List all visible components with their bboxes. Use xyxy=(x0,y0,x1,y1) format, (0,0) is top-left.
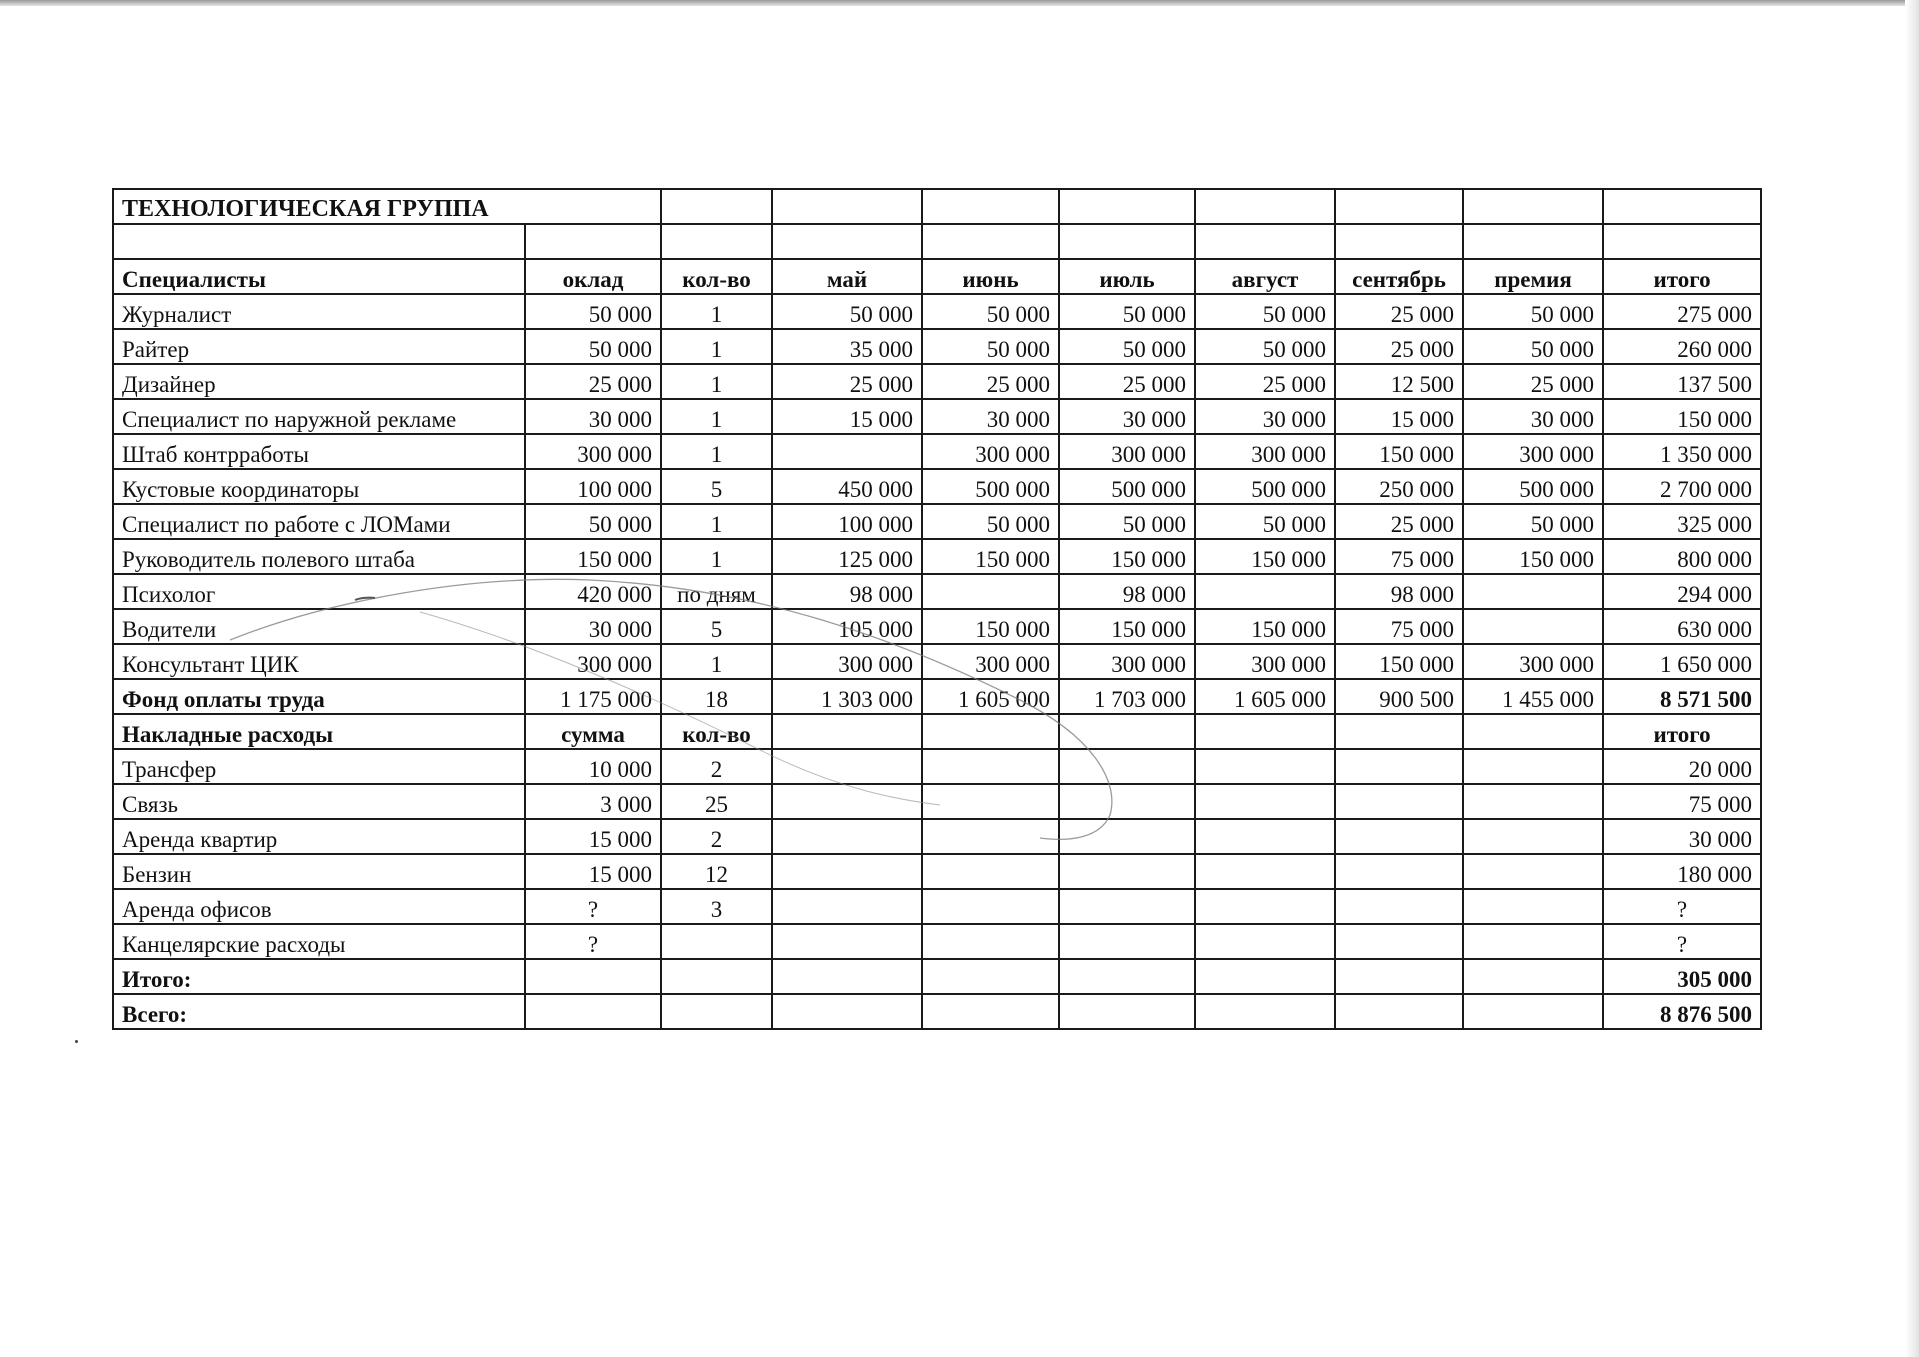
table-cell: 100 000 xyxy=(525,469,661,504)
table-cell: 25 000 xyxy=(922,364,1059,399)
table-cell: 75 000 xyxy=(1603,784,1761,819)
table-cell: 98 000 xyxy=(1059,574,1195,609)
table-cell: 180 000 xyxy=(1603,854,1761,889)
table-cell: 50 000 xyxy=(1463,329,1603,364)
table-cell: 25 000 xyxy=(525,364,661,399)
row-label: Руководитель полевого штаба xyxy=(113,539,525,574)
empty-cell xyxy=(772,994,922,1029)
column-header: июль xyxy=(1059,259,1195,294)
fund-cell: 1 455 000 xyxy=(1463,679,1603,714)
table-cell: 30 000 xyxy=(1195,399,1335,434)
table-cell: 98 000 xyxy=(772,574,922,609)
table-cell: 105 000 xyxy=(772,609,922,644)
table-cell: 30 000 xyxy=(1603,819,1761,854)
column-header: май xyxy=(772,259,922,294)
table-row xyxy=(113,399,1761,434)
table-cell: 325 000 xyxy=(1603,504,1761,539)
row-label: Журналист xyxy=(113,294,525,329)
row-label: Специалист по работе с ЛОМами xyxy=(113,504,525,539)
row-label: Штаб контрработы xyxy=(113,434,525,469)
table-cell: 75 000 xyxy=(1335,539,1463,574)
table-row xyxy=(113,434,1761,469)
table-cell: 75 000 xyxy=(1335,609,1463,644)
overhead-row xyxy=(113,854,1761,889)
empty-cell xyxy=(922,714,1059,749)
table-cell: 300 000 xyxy=(1195,644,1335,679)
table-cell xyxy=(922,574,1059,609)
table-cell: 300 000 xyxy=(1463,644,1603,679)
table-cell: 50 000 xyxy=(525,294,661,329)
table-cell: 12 xyxy=(661,854,772,889)
table-cell: 25 000 xyxy=(1059,364,1195,399)
table-cell: 12 500 xyxy=(1335,364,1463,399)
table-row xyxy=(113,609,1761,644)
column-header: оклад xyxy=(525,259,661,294)
table-cell: 300 000 xyxy=(1059,644,1195,679)
table-cell: 50 000 xyxy=(1059,329,1195,364)
itogo-value: 305 000 xyxy=(1603,959,1761,994)
table-cell: 10 000 xyxy=(525,749,661,784)
table-cell: 25 000 xyxy=(1195,364,1335,399)
empty-cell xyxy=(772,924,922,959)
table-cell: 137 500 xyxy=(1603,364,1761,399)
budget-table xyxy=(112,188,1762,1030)
overhead-header-label: Накладные расходы xyxy=(113,714,525,749)
empty-cell xyxy=(1059,749,1195,784)
table-cell: 1 xyxy=(661,364,772,399)
table-cell: 25 000 xyxy=(772,364,922,399)
table-cell: 300 000 xyxy=(525,644,661,679)
empty-cell xyxy=(772,959,922,994)
table-cell: по дням xyxy=(661,574,772,609)
row-label: Трансфер xyxy=(113,749,525,784)
empty-cell xyxy=(922,889,1059,924)
table-cell: 1 xyxy=(661,644,772,679)
empty-cell xyxy=(661,994,772,1029)
table-row xyxy=(113,539,1761,574)
empty-cell xyxy=(1463,854,1603,889)
empty-cell xyxy=(772,854,922,889)
table-cell: 3 xyxy=(661,889,772,924)
row-label: Водители xyxy=(113,609,525,644)
table-row xyxy=(113,329,1761,364)
empty-cell xyxy=(1335,819,1463,854)
empty-cell xyxy=(1463,924,1603,959)
empty-cell xyxy=(772,889,922,924)
row-label: Консультант ЦИК xyxy=(113,644,525,679)
table-cell: 5 xyxy=(661,469,772,504)
empty-cell xyxy=(1195,924,1335,959)
table-cell: ? xyxy=(1603,889,1761,924)
table-cell: 1 xyxy=(661,329,772,364)
table-row xyxy=(113,644,1761,679)
overhead-row xyxy=(113,784,1761,819)
empty-cell xyxy=(1195,784,1335,819)
overhead-header-row xyxy=(113,714,1761,749)
table-cell: 15 000 xyxy=(525,854,661,889)
table-cell: 50 000 xyxy=(1195,294,1335,329)
empty-cell xyxy=(1335,924,1463,959)
table-row xyxy=(113,364,1761,399)
table-cell: 30 000 xyxy=(525,609,661,644)
column-header: итого xyxy=(1603,714,1761,749)
itogo-label: Итого: xyxy=(113,959,525,994)
table-cell: 1 xyxy=(661,294,772,329)
table-cell: 15 000 xyxy=(772,399,922,434)
table-cell: 50 000 xyxy=(1059,294,1195,329)
column-header: август xyxy=(1195,259,1335,294)
table-cell: 15 000 xyxy=(525,819,661,854)
table-cell: 30 000 xyxy=(1059,399,1195,434)
table-cell: 25 xyxy=(661,784,772,819)
table-cell: 300 000 xyxy=(1059,434,1195,469)
overhead-row xyxy=(113,889,1761,924)
empty-cell xyxy=(772,819,922,854)
column-header: премия xyxy=(1463,259,1603,294)
fund-label: Фонд оплаты труда xyxy=(113,679,525,714)
empty-cell xyxy=(1195,749,1335,784)
budget-table-body xyxy=(113,189,1761,1029)
table-cell: 25 000 xyxy=(1463,364,1603,399)
empty-cell xyxy=(922,819,1059,854)
table-cell: 1 xyxy=(661,539,772,574)
fund-cell: 900 500 xyxy=(1335,679,1463,714)
table-cell: 500 000 xyxy=(1463,469,1603,504)
table-cell: 300 000 xyxy=(772,644,922,679)
empty-cell xyxy=(1463,749,1603,784)
row-label: Бензин xyxy=(113,854,525,889)
vsego-value: 8 876 500 xyxy=(1603,994,1761,1029)
table-cell xyxy=(1463,574,1603,609)
table-cell: 294 000 xyxy=(1603,574,1761,609)
table-cell: 150 000 xyxy=(525,539,661,574)
scan-speck xyxy=(75,1040,78,1043)
table-cell xyxy=(1463,609,1603,644)
table-cell: 300 000 xyxy=(1463,434,1603,469)
empty-cell xyxy=(525,959,661,994)
table-cell: 150 000 xyxy=(1059,539,1195,574)
scan-shadow-right xyxy=(1905,0,1919,1357)
table-cell: 150 000 xyxy=(1463,539,1603,574)
table-cell: 35 000 xyxy=(772,329,922,364)
empty-cell xyxy=(1059,819,1195,854)
column-header: кол-во xyxy=(661,714,772,749)
table-cell: 50 000 xyxy=(1195,329,1335,364)
row-label: Райтер xyxy=(113,329,525,364)
title-row xyxy=(113,189,1761,224)
table-cell: 150 000 xyxy=(1335,434,1463,469)
table-cell: 2 xyxy=(661,819,772,854)
column-header: Специалисты xyxy=(113,259,525,294)
table-cell: 275 000 xyxy=(1603,294,1761,329)
empty-cell xyxy=(1463,889,1603,924)
table-cell: 420 000 xyxy=(525,574,661,609)
empty-cell xyxy=(1195,994,1335,1029)
empty-cell xyxy=(1335,994,1463,1029)
empty-cell xyxy=(1335,784,1463,819)
table-cell: 1 xyxy=(661,399,772,434)
fund-cell: 1 175 000 xyxy=(525,679,661,714)
empty-cell xyxy=(661,959,772,994)
empty-cell xyxy=(1335,714,1463,749)
table-cell: 50 000 xyxy=(922,329,1059,364)
empty-cell xyxy=(1059,889,1195,924)
empty-cell xyxy=(1195,889,1335,924)
table-cell: 2 700 000 xyxy=(1603,469,1761,504)
table-cell: 30 000 xyxy=(525,399,661,434)
table-cell: 150 000 xyxy=(922,539,1059,574)
table-cell: 150 000 xyxy=(922,609,1059,644)
table-cell: 300 000 xyxy=(922,644,1059,679)
empty-cell xyxy=(1335,749,1463,784)
empty-cell xyxy=(525,994,661,1029)
empty-cell xyxy=(1335,889,1463,924)
table-cell: 250 000 xyxy=(1335,469,1463,504)
table-cell: 150 000 xyxy=(1195,539,1335,574)
overhead-row xyxy=(113,819,1761,854)
overhead-row xyxy=(113,749,1761,784)
table-cell: 150 000 xyxy=(1195,609,1335,644)
fund-cell: 8 571 500 xyxy=(1603,679,1761,714)
empty-cell xyxy=(1059,994,1195,1029)
table-cell: 500 000 xyxy=(922,469,1059,504)
empty-cell xyxy=(772,784,922,819)
column-header: июнь xyxy=(922,259,1059,294)
empty-cell xyxy=(1059,854,1195,889)
table-cell: 15 000 xyxy=(1335,399,1463,434)
table-cell: 500 000 xyxy=(1059,469,1195,504)
row-label: Дизайнер xyxy=(113,364,525,399)
empty-cell xyxy=(1195,819,1335,854)
row-label: Психолог xyxy=(113,574,525,609)
table-cell: 260 000 xyxy=(1603,329,1761,364)
table-cell: 50 000 xyxy=(772,294,922,329)
row-label: Аренда офисов xyxy=(113,889,525,924)
empty-cell xyxy=(1463,714,1603,749)
table-cell: 50 000 xyxy=(1195,504,1335,539)
empty-cell xyxy=(922,959,1059,994)
spacer-row xyxy=(113,224,1761,259)
empty-cell xyxy=(1195,854,1335,889)
table-row xyxy=(113,469,1761,504)
empty-cell xyxy=(1463,819,1603,854)
table-cell: ? xyxy=(525,924,661,959)
empty-cell xyxy=(922,749,1059,784)
table-row xyxy=(113,504,1761,539)
empty-cell xyxy=(1059,959,1195,994)
empty-cell xyxy=(772,749,922,784)
table-cell: ? xyxy=(1603,924,1761,959)
row-label: Специалист по наружной рекламе xyxy=(113,399,525,434)
empty-cell xyxy=(1335,959,1463,994)
column-header: кол-во xyxy=(661,259,772,294)
fund-cell: 1 605 000 xyxy=(1195,679,1335,714)
table-cell: 1 650 000 xyxy=(1603,644,1761,679)
table-cell: 150 000 xyxy=(1603,399,1761,434)
table-cell: 50 000 xyxy=(922,504,1059,539)
fund-cell: 18 xyxy=(661,679,772,714)
overhead-row xyxy=(113,924,1761,959)
table-title: ТЕХНОЛОГИЧЕСКАЯ ГРУППА xyxy=(113,189,661,224)
table-cell: 50 000 xyxy=(922,294,1059,329)
empty-cell xyxy=(1335,854,1463,889)
table-cell: 800 000 xyxy=(1603,539,1761,574)
table-cell: 1 xyxy=(661,504,772,539)
table-cell: 300 000 xyxy=(525,434,661,469)
empty-cell xyxy=(1059,924,1195,959)
table-cell: 5 xyxy=(661,609,772,644)
table-cell: 150 000 xyxy=(1059,609,1195,644)
vsego-label: Всего: xyxy=(113,994,525,1029)
table-row xyxy=(113,574,1761,609)
empty-cell xyxy=(1059,784,1195,819)
table-cell: 20 000 xyxy=(1603,749,1761,784)
specialists-header-row xyxy=(113,259,1761,294)
table-cell: ? xyxy=(525,889,661,924)
table-cell: 50 000 xyxy=(525,504,661,539)
column-header: сумма xyxy=(525,714,661,749)
table-cell: 630 000 xyxy=(1603,609,1761,644)
empty-cell xyxy=(1463,784,1603,819)
column-header: итого xyxy=(1603,259,1761,294)
table-cell xyxy=(772,434,922,469)
table-cell: 3 000 xyxy=(525,784,661,819)
empty-cell xyxy=(922,994,1059,1029)
empty-cell xyxy=(772,714,922,749)
row-label: Аренда квартир xyxy=(113,819,525,854)
table-cell: 30 000 xyxy=(1463,399,1603,434)
table-cell: 1 350 000 xyxy=(1603,434,1761,469)
empty-cell xyxy=(1195,959,1335,994)
table-cell: 30 000 xyxy=(922,399,1059,434)
table-cell: 50 000 xyxy=(1059,504,1195,539)
table-cell: 25 000 xyxy=(1335,329,1463,364)
column-header: сентябрь xyxy=(1335,259,1463,294)
empty-cell xyxy=(1059,714,1195,749)
scan-shadow-top xyxy=(0,0,1919,6)
empty-cell xyxy=(1463,994,1603,1029)
table-cell: 2 xyxy=(661,749,772,784)
table-cell: 1 xyxy=(661,434,772,469)
table-cell xyxy=(1195,574,1335,609)
fund-cell: 1 303 000 xyxy=(772,679,922,714)
table-cell: 50 000 xyxy=(525,329,661,364)
table-cell: 500 000 xyxy=(1195,469,1335,504)
empty-cell xyxy=(1195,714,1335,749)
table-cell: 300 000 xyxy=(922,434,1059,469)
empty-cell xyxy=(922,854,1059,889)
table-cell: 50 000 xyxy=(1463,294,1603,329)
fund-cell: 1 703 000 xyxy=(1059,679,1195,714)
table-cell: 98 000 xyxy=(1335,574,1463,609)
fund-row xyxy=(113,679,1761,714)
row-label: Канцелярские расходы xyxy=(113,924,525,959)
table-cell: 25 000 xyxy=(1335,504,1463,539)
table-cell xyxy=(661,924,772,959)
table-cell: 100 000 xyxy=(772,504,922,539)
vsego-row xyxy=(113,994,1761,1029)
table-cell: 50 000 xyxy=(1463,504,1603,539)
empty-cell xyxy=(922,784,1059,819)
table-cell: 25 000 xyxy=(1335,294,1463,329)
row-label: Кустовые координаторы xyxy=(113,469,525,504)
table-row xyxy=(113,294,1761,329)
empty-cell xyxy=(1463,959,1603,994)
table-cell: 125 000 xyxy=(772,539,922,574)
table-cell: 300 000 xyxy=(1195,434,1335,469)
fund-cell: 1 605 000 xyxy=(922,679,1059,714)
row-label: Связь xyxy=(113,784,525,819)
table-cell: 450 000 xyxy=(772,469,922,504)
table-cell: 150 000 xyxy=(1335,644,1463,679)
itogo-row xyxy=(113,959,1761,994)
empty-cell xyxy=(922,924,1059,959)
